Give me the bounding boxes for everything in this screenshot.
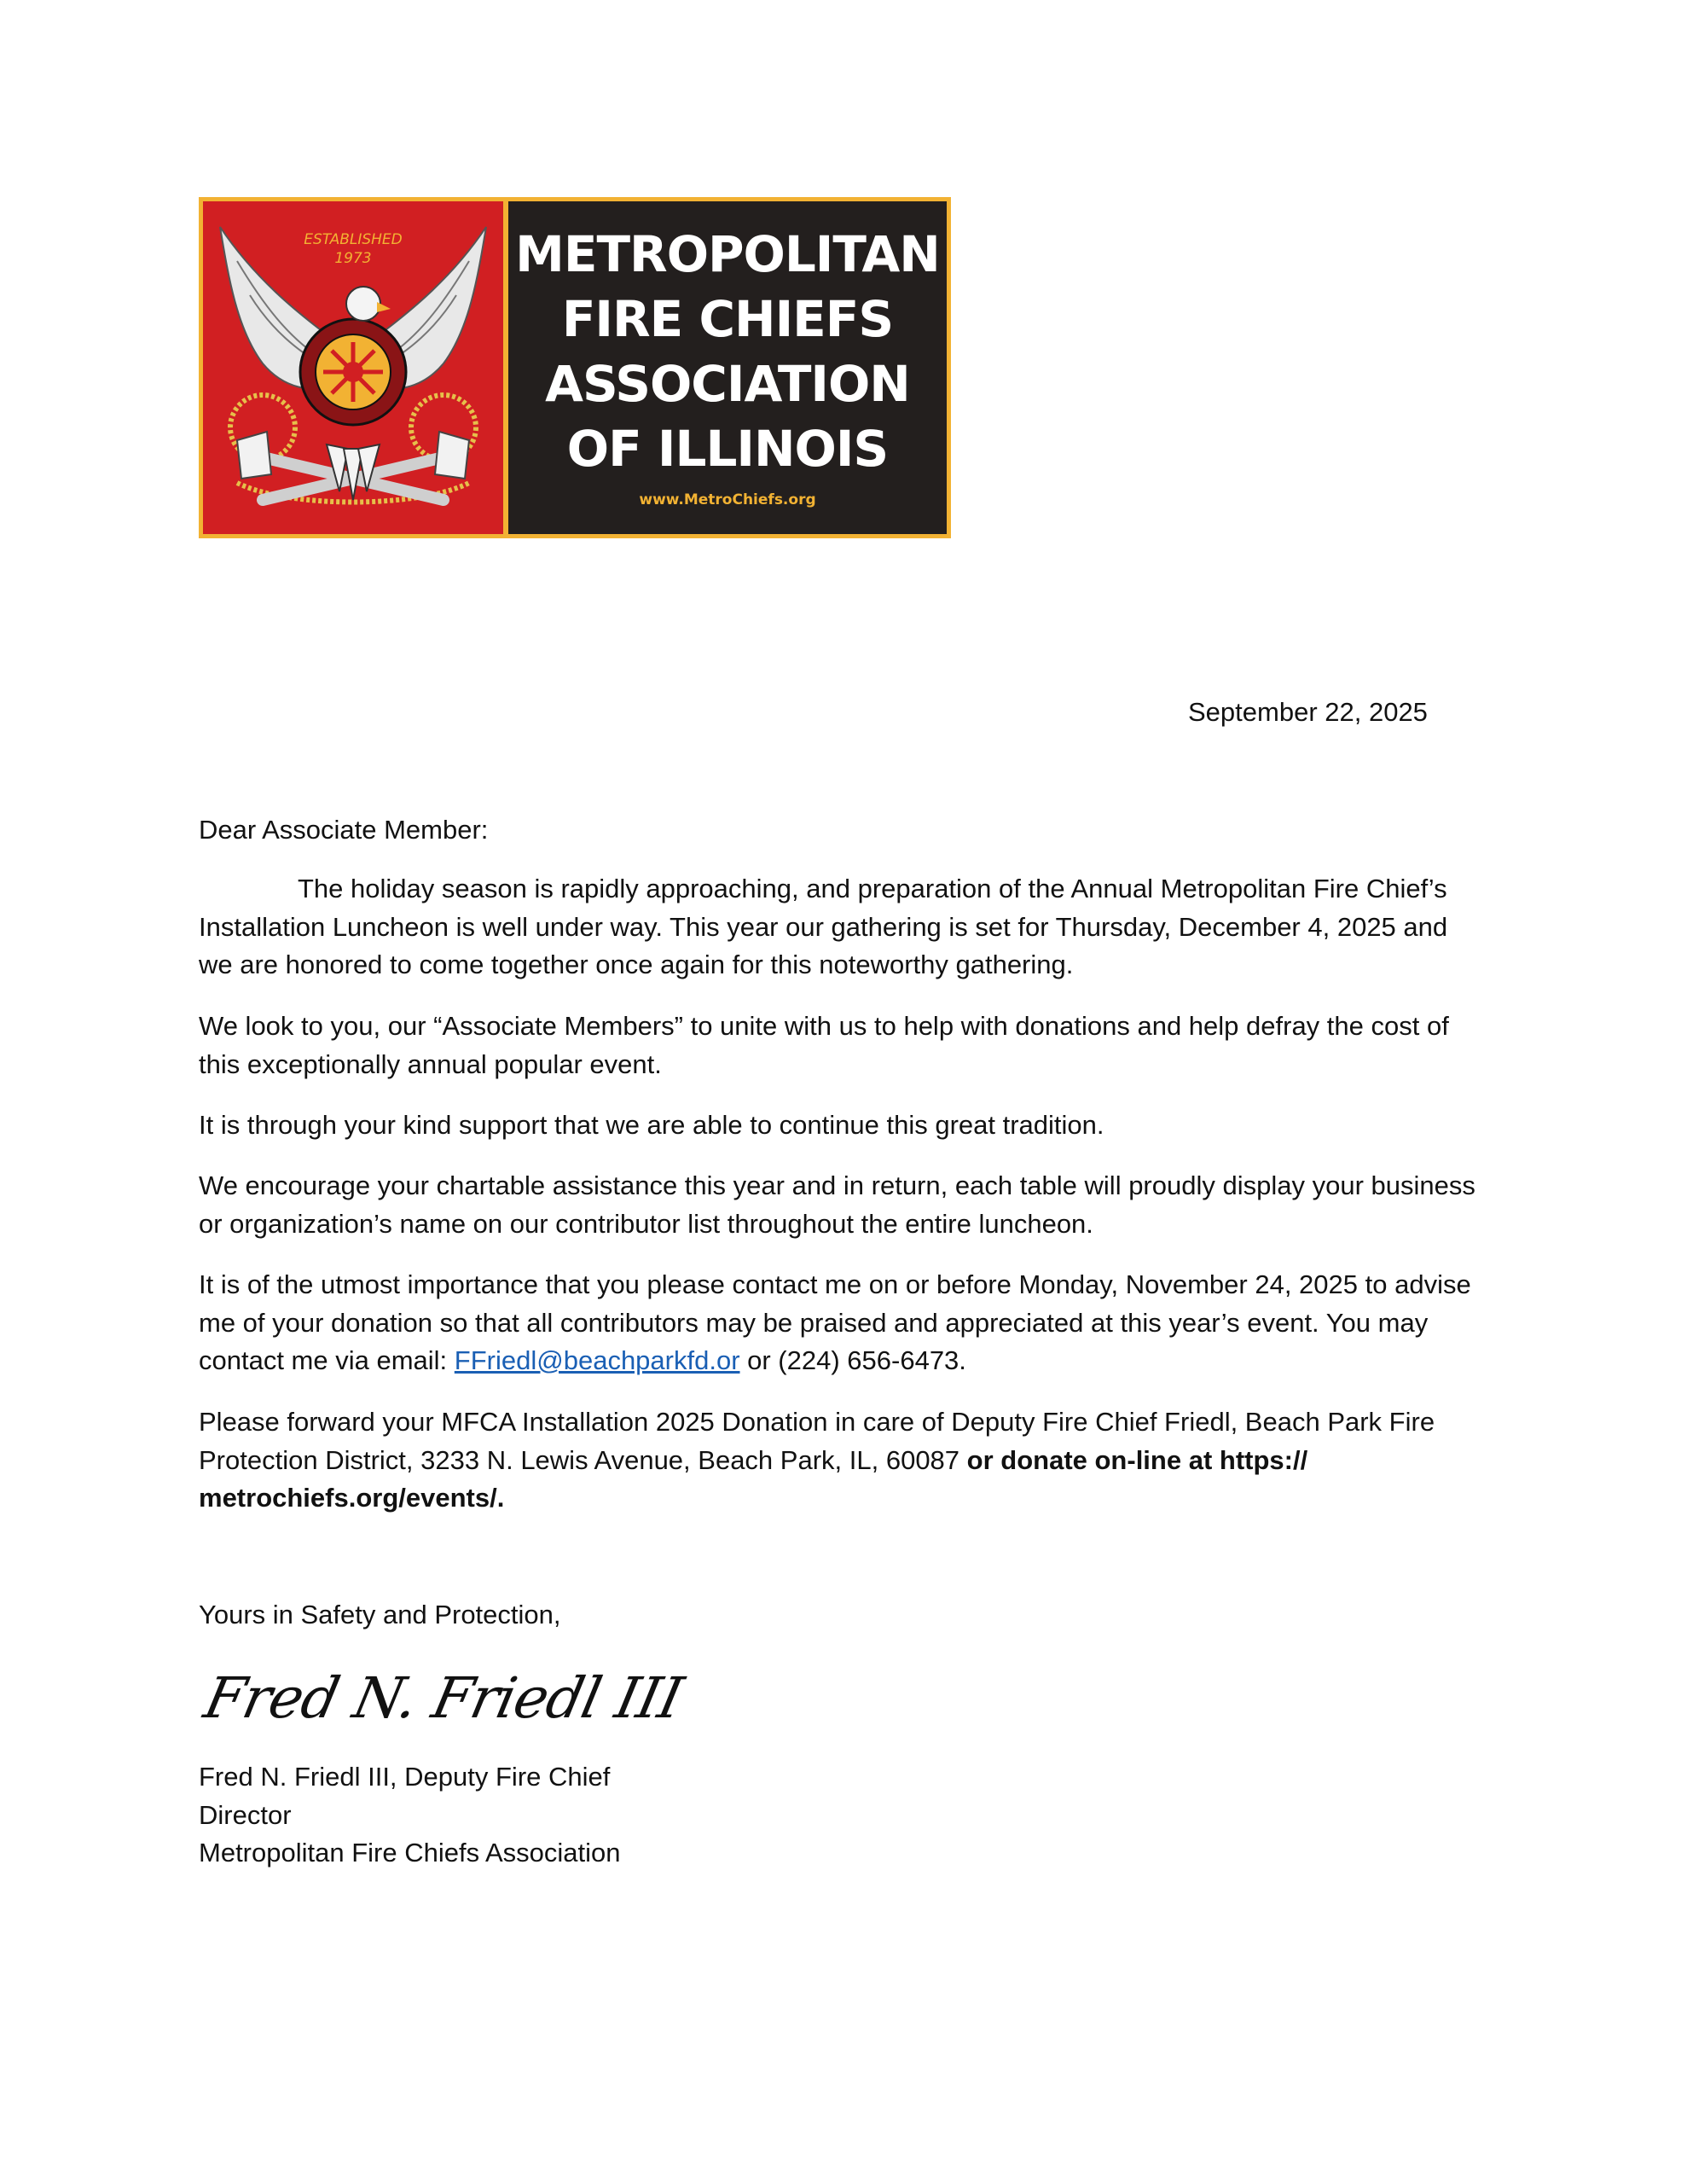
logo-url: www.MetroChiefs.org	[639, 491, 816, 508]
logo-line-4: OF ILLINOIS	[566, 420, 889, 478]
established-year: 1973	[334, 250, 372, 267]
logo-line-3: ASSOCIATION	[545, 355, 910, 413]
paragraph-1	[199, 870, 1487, 985]
paragraph-5-intro: It is of the utmost importance that you please contact me on or before Monday, November 24, 2025 to advise me of your donation so that all contributors may be praised and appreciated at this year’s event. You may contact me via email:	[199, 1269, 1471, 1375]
signer-role: Director	[199, 1799, 292, 1830]
email-link[interactable]: FFriedl@beachparkfd.or	[454, 1345, 740, 1375]
paragraph-1-text: The holiday season is rapidly approaching, and preparation of the Annual Metropolitan Fire Chief’s Installation Luncheon is well under way. This year our gathering is set for Thursday, December 4, 2025 and we are honored to come together once again for this noteworthy gathering.	[199, 874, 1448, 979]
paragraph-2	[199, 1008, 1487, 1083]
logo-line-2: FIRE CHIEFS	[561, 290, 894, 348]
paragraph-6-address: Please forward your MFCA Installation 2025 Donation in care of Deputy Fire Chief Friedl, Beach Park Fire Protection District, 3233 N. Lewis Avenue, Beach Park, IL, 60087	[199, 1407, 1435, 1475]
paragraph-4	[199, 1167, 1487, 1243]
closing: Yours in Safety and Protection,	[199, 1600, 561, 1629]
paragraph-4-text: We encourage your chartable assistance this year and in return, each table will proudly display your business or organization’s name on our contributor list throughout the entire luncheon.	[199, 1170, 1475, 1239]
signer-org: Metropolitan Fire Chiefs Association	[199, 1838, 621, 1867]
letter-date: September 22, 2025	[1188, 697, 1428, 727]
paragraph-5-phone: or (224) 656-6473.	[739, 1345, 966, 1375]
signer-name-title: Fred N. Friedl III, Deputy Fire Chief	[199, 1762, 611, 1792]
mfca-logo	[199, 197, 951, 538]
paragraph-2-text: We look to you, our “Associate Members” to unite with us to help with donations and help defray the cost of this exceptionally annual popular event.	[199, 1011, 1449, 1079]
donate-online-text: or donate on-line at https:// metrochiefs.org/events/.	[199, 1444, 1308, 1513]
eagle-emblem-icon	[203, 201, 508, 534]
logo-wordmark	[508, 201, 947, 534]
handwritten-signature: Fred N. Friedl III	[199, 1665, 688, 1731]
paragraph-5	[199, 1266, 1487, 1380]
paragraph-5-text	[199, 1266, 1487, 1380]
salutation: Dear Associate Member:	[199, 815, 489, 845]
paragraph-3-text: It is through your kind support that we are able to continue this great tradition.	[199, 1110, 1104, 1140]
paragraph-3	[199, 1107, 1487, 1145]
logo-line-1: METROPOLITAN	[515, 225, 940, 283]
signer-block	[199, 1758, 1487, 1873]
established-label: ESTABLISHED	[304, 231, 403, 248]
paragraph-6	[199, 1403, 1487, 1518]
paragraph-6-text	[199, 1403, 1487, 1518]
